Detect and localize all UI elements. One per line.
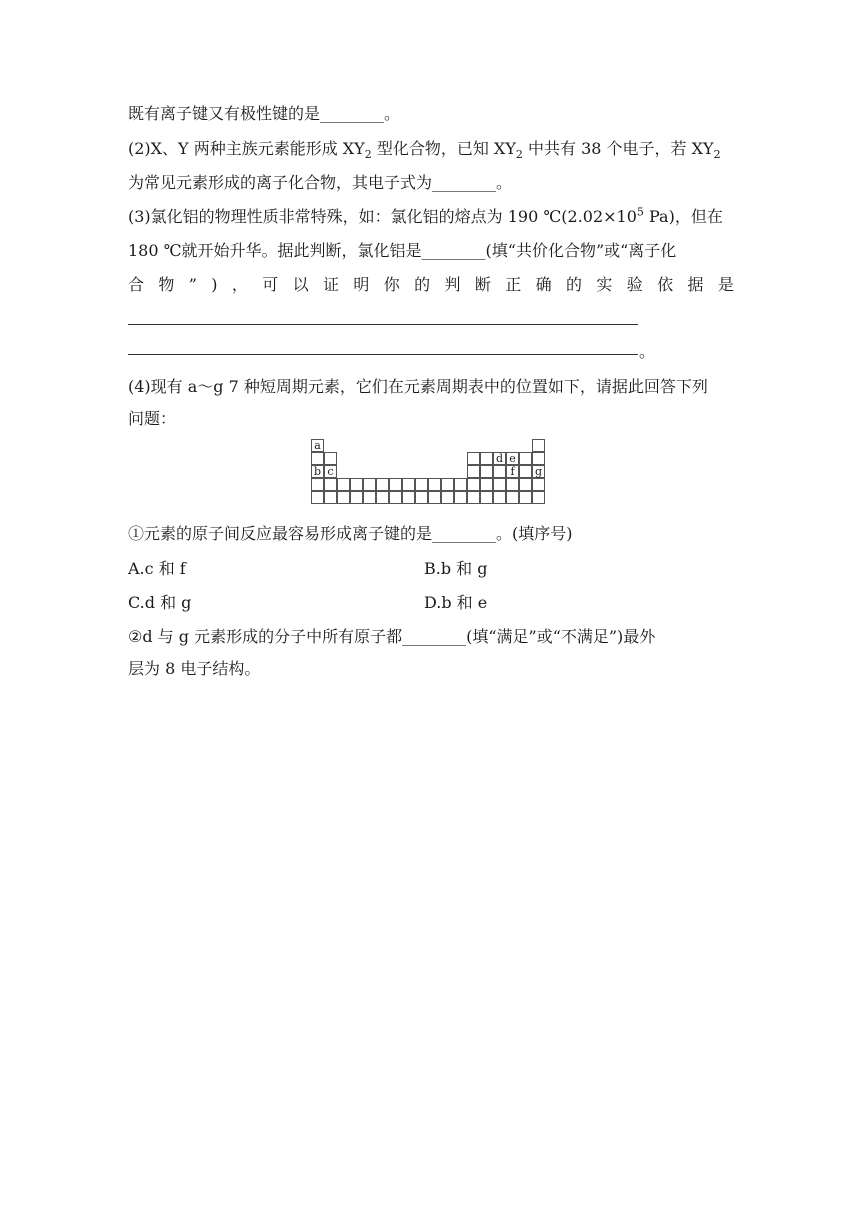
table-cell xyxy=(324,478,337,491)
table-cell xyxy=(467,452,480,465)
table-cell xyxy=(337,478,350,491)
table-cell xyxy=(415,478,428,491)
table-cell xyxy=(506,478,519,491)
char: 物 xyxy=(158,275,175,294)
element-f: f xyxy=(506,465,519,478)
char: ， xyxy=(231,275,248,294)
option-c[interactable]: C.d 和 g xyxy=(128,593,192,612)
text-line-3: 为常见元素形成的离子化合物，其电子式为________。 xyxy=(128,173,513,192)
periodic-table-diagram xyxy=(311,439,549,507)
table-cell xyxy=(493,478,506,491)
table-cell xyxy=(519,465,532,478)
text-line-2 xyxy=(128,139,721,162)
table-cell xyxy=(428,491,441,504)
char: 的 xyxy=(566,275,583,294)
char: ” xyxy=(188,275,197,294)
char: 合 xyxy=(128,275,145,294)
superscript: 5 xyxy=(636,205,644,219)
table-cell xyxy=(532,478,545,491)
text-line-4 xyxy=(128,207,723,227)
subscript: 2 xyxy=(364,148,372,162)
element-g: g xyxy=(532,465,545,478)
char: 明 xyxy=(353,275,370,294)
char: 据 xyxy=(687,275,704,294)
text-line-9: (4)现有 a～g 7 种短周期元素，它们在元素周期表中的位置如下，请据此回答下列 xyxy=(128,377,708,396)
char: 你 xyxy=(383,275,400,294)
table-cell xyxy=(532,491,545,504)
char: 依 xyxy=(657,275,674,294)
table-cell xyxy=(519,491,532,504)
table-cell xyxy=(350,491,363,504)
char: 证 xyxy=(323,275,340,294)
period-mark: 。 xyxy=(639,342,656,361)
table-cell xyxy=(480,452,493,465)
char: 验 xyxy=(626,275,643,294)
char: ) xyxy=(211,275,218,294)
table-cell xyxy=(454,478,467,491)
table-cell xyxy=(480,465,493,478)
char: 是 xyxy=(717,275,734,294)
table-cell xyxy=(350,478,363,491)
option-d[interactable]: D.b 和 e xyxy=(424,593,488,612)
table-cell xyxy=(311,491,324,504)
element-d: d xyxy=(493,452,506,465)
table-cell xyxy=(480,491,493,504)
table-cell xyxy=(493,491,506,504)
char: 确 xyxy=(535,275,552,294)
answer-blank-line-2[interactable] xyxy=(128,354,638,355)
char: 断 xyxy=(474,275,491,294)
char: 正 xyxy=(505,275,522,294)
table-cell xyxy=(311,452,324,465)
table-cell xyxy=(467,478,480,491)
table-cell xyxy=(428,478,441,491)
table-cell xyxy=(532,452,545,465)
char: 判 xyxy=(444,275,461,294)
table-cell xyxy=(324,452,337,465)
table-cell xyxy=(376,491,389,504)
text-span: 型化合物，已知 XY xyxy=(371,139,516,158)
element-a: a xyxy=(311,439,324,452)
text-line-6 xyxy=(128,275,734,295)
table-cell xyxy=(441,491,454,504)
table-cell xyxy=(467,465,480,478)
table-cell xyxy=(376,478,389,491)
text-span: (2)X、Y 两种主族元素能形成 XY xyxy=(128,139,365,158)
table-cell xyxy=(493,465,506,478)
table-cell xyxy=(454,491,467,504)
text-line-5: 180 ℃就开始升华。据此判断，氯化铝是________(填“共价化合物”或“离子化 xyxy=(128,241,677,260)
answer-blank-line-1[interactable] xyxy=(128,324,638,325)
element-b: b xyxy=(311,465,324,478)
option-a[interactable]: A.c 和 f xyxy=(128,559,186,578)
table-cell xyxy=(415,491,428,504)
table-cell xyxy=(532,439,545,452)
table-cell xyxy=(480,478,493,491)
question-2-cont: 层为 8 电子结构。 xyxy=(128,659,261,678)
table-cell xyxy=(311,478,324,491)
table-cell xyxy=(389,478,402,491)
table-cell xyxy=(337,491,350,504)
question-1: ①元素的原子间反应最容易形成离子键的是________。(填序号) xyxy=(128,524,573,543)
text-span: Pa)，但在 xyxy=(643,207,723,226)
text-line-1: 既有离子键又有极性键的是________。 xyxy=(128,104,401,123)
table-cell xyxy=(389,491,402,504)
table-cell xyxy=(363,478,376,491)
element-c: c xyxy=(324,465,337,478)
table-cell xyxy=(363,491,376,504)
element-e: e xyxy=(506,452,519,465)
table-cell xyxy=(402,478,415,491)
question-2: ②d 与 g 元素形成的分子中所有原子都________(填“满足”或“不满足”)最外 xyxy=(128,627,656,646)
table-cell xyxy=(441,478,454,491)
text-span: 中共有 38 个电子，若 XY xyxy=(522,139,714,158)
char: 以 xyxy=(292,275,309,294)
table-cell xyxy=(519,478,532,491)
table-cell xyxy=(506,491,519,504)
char: 实 xyxy=(596,275,613,294)
subscript: 2 xyxy=(713,148,721,162)
text-line-10: 问题： xyxy=(128,409,177,428)
char: 的 xyxy=(414,275,431,294)
table-cell xyxy=(467,491,480,504)
table-cell xyxy=(519,452,532,465)
char: 可 xyxy=(262,275,279,294)
table-cell xyxy=(402,491,415,504)
text-span: (3)氯化铝的物理性质非常特殊，如：氯化铝的熔点为 190 ℃(2.02×10 xyxy=(128,207,637,226)
subscript: 2 xyxy=(515,148,523,162)
table-cell xyxy=(324,491,337,504)
option-b[interactable]: B.b 和 g xyxy=(424,559,488,578)
